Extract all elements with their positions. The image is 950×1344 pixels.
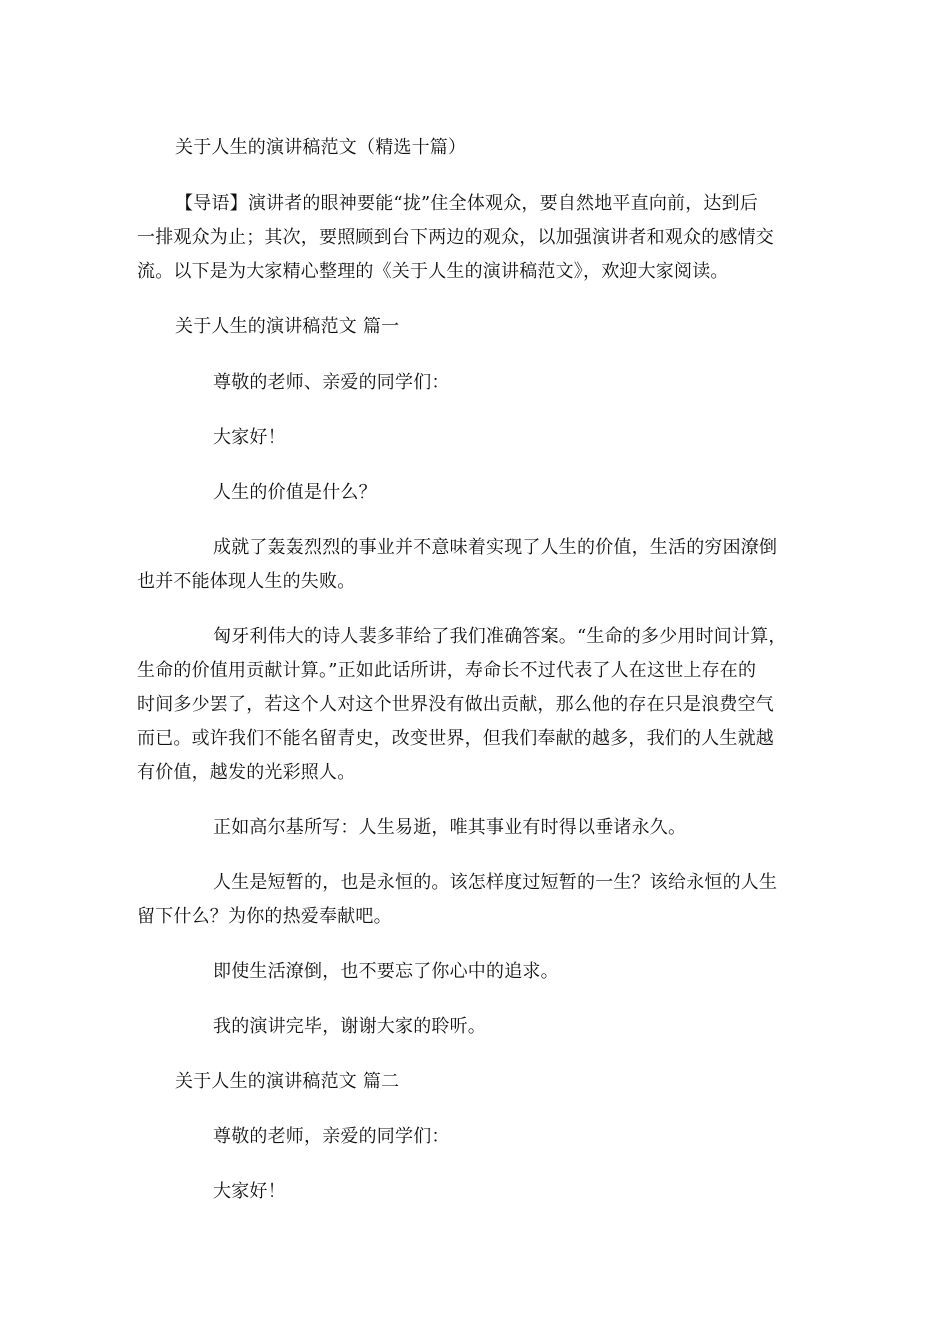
section-1-paragraph-7: 我的演讲完毕，谢谢大家的聆听。 [213,1016,486,1037]
section-1-paragraph-4: 正如高尔基所写：人生易逝，唯其事业有时得以垂诸永久。 [213,817,687,838]
intro-line-3: 流。以下是为大家精心整理的《关于人生的演讲稿范文》，欢迎大家阅读。 [137,261,729,282]
section-2-salutation: 尊敬的老师，亲爱的同学们： [213,1126,450,1147]
section-1-paragraph-2-line-2: 也并不能体现人生的失败。 [137,571,356,592]
section-1-paragraph-2-line-1: 成就了轰轰烈烈的事业并不意味着实现了人生的价值，生活的穷困潦倒 [213,537,778,558]
section-1-paragraph-3-line-2: 生命的价值用贡献计算。”正如此话所讲，寿命长不过代表了人在这世上存在的 [137,660,757,681]
section-1-paragraph-5-line-1: 人生是短暂的，也是永恒的。该怎样度过短暂的一生？该给永恒的人生 [213,872,778,893]
section-1-paragraph-3-line-4: 而已。或许我们不能名留青史，改变世界，但我们奉献的越多，我们的人生就越 [137,728,774,749]
section-2-heading: 关于人生的演讲稿范文 篇二 [175,1071,400,1092]
section-1-salutation: 尊敬的老师、亲爱的同学们： [213,372,450,393]
section-1-paragraph-3-line-1: 匈牙利伟大的诗人裴多菲给了我们准确答案。“生命的多少用时间计算， [213,626,787,647]
section-1-paragraph-6: 即使生活潦倒，也不要忘了你心中的追求。 [213,961,559,982]
section-2-greeting: 大家好！ [213,1181,286,1202]
section-1-paragraph-5-line-2: 留下什么？为你的热爱奉献吧。 [137,906,392,927]
section-1-paragraph-1: 人生的价值是什么？ [213,482,377,503]
intro-label: 【导语】 [175,193,248,214]
section-1-greeting: 大家好！ [213,427,286,448]
section-1-paragraph-3-line-5: 有价值，越发的光彩照人。 [137,762,356,783]
document-title: 关于人生的演讲稿范文（精选十篇） [175,137,467,158]
intro-line-1: 演讲者的眼神要能“拢”住全体观众，要自然地平直向前，达到后 [247,193,759,214]
intro-paragraph [175,187,758,221]
section-1-paragraph-3-line-3: 时间多少罢了，若这个人对这个世界没有做出贡献，那么他的存在只是浪费空气 [137,694,774,715]
intro-line-2: 一排观众为止；其次，要照顾到台下两边的观众，以加强演讲者和观众的感情交 [137,227,774,248]
section-1-heading: 关于人生的演讲稿范文 篇一 [175,316,400,337]
